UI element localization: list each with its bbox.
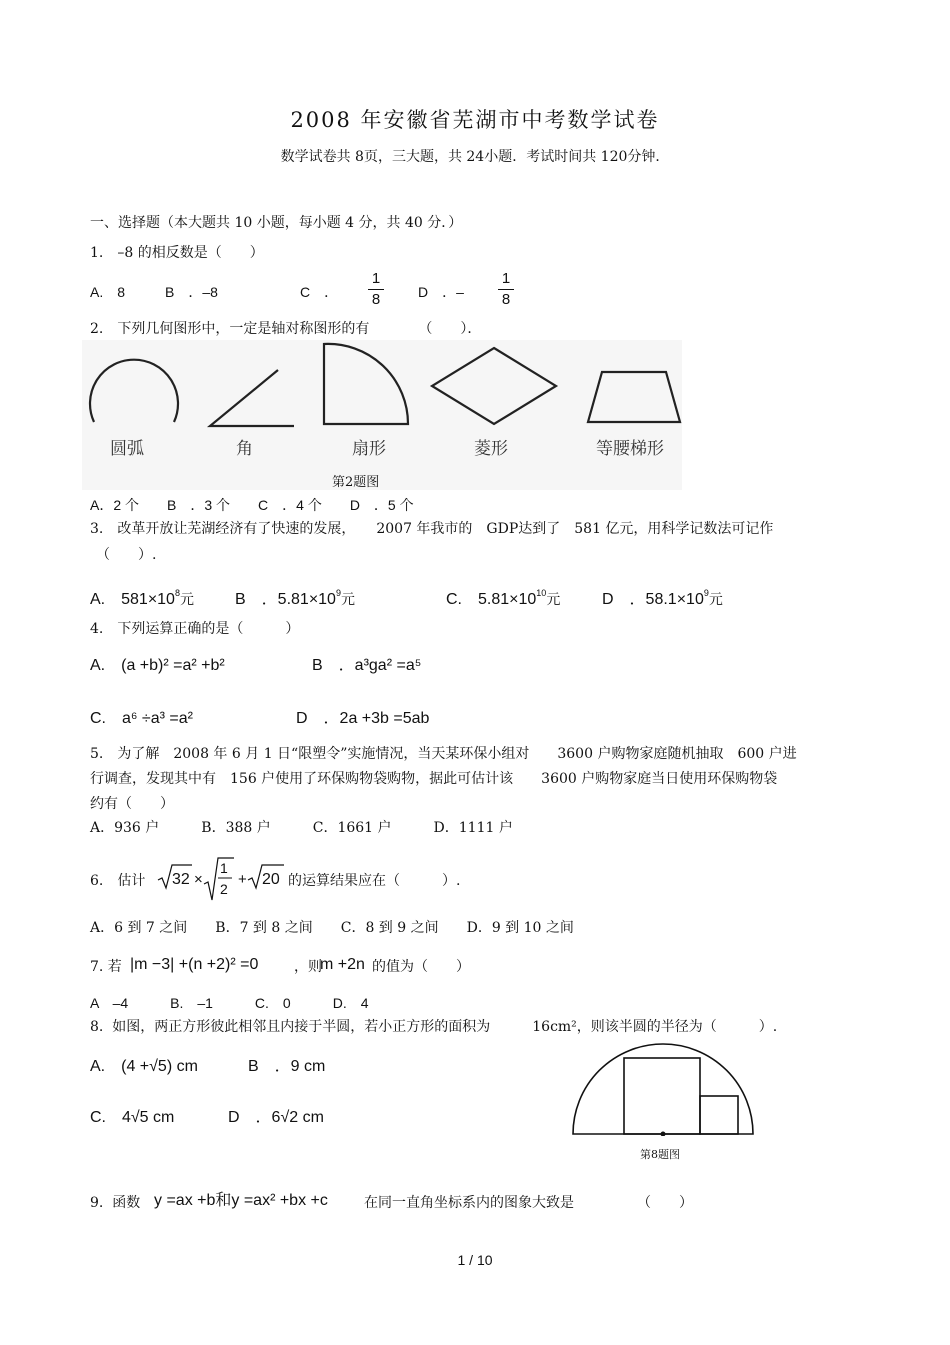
q9-expression: y =ax +b和y =ax² +bx +c bbox=[154, 1192, 328, 1209]
q3-option-b: B ．$5.81\times 10^9$元 bbox=[235, 588, 355, 608]
label-angle: 角 bbox=[236, 439, 253, 459]
q4-stem: 4. 下列运算正确的是（ ） bbox=[90, 621, 300, 637]
label-arc: 圆弧 bbox=[110, 439, 144, 459]
q9-stem-pre: 9. 函数 bbox=[90, 1195, 141, 1211]
q4-option-d: D ．2a +3b =5ab bbox=[296, 710, 430, 727]
svg-text:2: 2 bbox=[220, 881, 228, 897]
q1-stem: 1. –8 的相反数是（ ） bbox=[90, 245, 264, 261]
label-rhombus: 菱形 bbox=[474, 439, 508, 459]
label-sector: 扇形 bbox=[352, 439, 386, 459]
q7-stem-post: 的值为（ ） bbox=[372, 959, 470, 975]
q9-stem-post: 在同一直角坐标系内的图象大致是 （ ） bbox=[364, 1195, 693, 1211]
q6-stem-post: 的运算结果应在（ ）. bbox=[288, 873, 461, 889]
svg-text:1: 1 bbox=[220, 860, 228, 876]
q3-option-d: D ．$58.1\times 10^9$元 bbox=[602, 588, 723, 608]
q6-options: A．6 到 7 之间 B．7 到 8 之间 C．8 到 9 之间 D．9 到 10 之间 bbox=[90, 920, 574, 936]
q7-stem-pre: 7. 若 bbox=[90, 959, 122, 975]
q8-figure-caption: 第8题图 bbox=[640, 1148, 680, 1161]
q1-option-d: D ．– bbox=[418, 284, 464, 300]
q3-option-c: C. $5.81\times 10^{10}$元 bbox=[446, 588, 561, 608]
q8-option-a: A. (4 +√5) cm bbox=[90, 1058, 198, 1075]
svg-text:×: × bbox=[194, 871, 203, 888]
q4-option-a: A. (a +b)² =a² +b² bbox=[90, 657, 225, 674]
q8-stem: 8. 如图，两正方形彼此相邻且内接于半圆，若小正方形的面积为 16cm²，则该半圆的半径为（ ）. bbox=[90, 1019, 778, 1035]
svg-text:+: + bbox=[238, 871, 247, 888]
page-number: 1 / 10 bbox=[457, 1252, 493, 1268]
q3-option-a: A. $581\times 10^8$元 bbox=[90, 588, 194, 608]
q3-stem: 3. 改革开放让芜湖经济有了快速的发展， 2007 年我市的 GDP达到了 581 亿元，用科学记数法可记作 bbox=[90, 521, 774, 537]
q1-option-a: A. 8 bbox=[90, 284, 126, 300]
q6-expression bbox=[156, 856, 288, 902]
q2-stem: 2. 下列几何图形中，一定是轴对称图形的有 （ ）． bbox=[90, 321, 482, 337]
center-point bbox=[661, 1132, 666, 1137]
q8-option-b: B ．9 cm bbox=[248, 1058, 326, 1075]
q5-line-3: 约有（ ） bbox=[90, 796, 174, 812]
q2-figure-caption: 第2题图 bbox=[332, 475, 380, 490]
q3-stem-cont: （ ）. bbox=[96, 547, 157, 563]
svg-text:20: 20 bbox=[262, 871, 280, 888]
label-trapezoid: 等腰梯形 bbox=[596, 439, 664, 459]
page-title: 2008 年安徽省芜湖市中考数学试卷 bbox=[290, 108, 660, 132]
q1-fraction-d: 1 8 bbox=[498, 271, 514, 308]
q7-expression: |m −3| +(n +2)² =0 bbox=[130, 956, 259, 973]
q1-fraction-c: 1 8 bbox=[368, 271, 384, 308]
q8-option-d: D ．6√2 cm bbox=[228, 1109, 324, 1126]
exam-info: 数学试卷共 8页，三大题，共 24小题．考试时间共 120分钟． bbox=[280, 149, 670, 165]
q5-options: A．936 户 B．388 户 C．1661 户 D．1111 户 bbox=[90, 820, 513, 836]
q7-options: A –4 B. –1 C. 0 D. 4 bbox=[90, 995, 369, 1011]
q4-option-b: B ．a³ga² =a⁵ bbox=[312, 657, 422, 674]
q6-stem-pre: 6. 估计 bbox=[90, 873, 146, 889]
q2-options: A．2 个 B ．3 个 C ．4 个 D ．5 个 bbox=[90, 497, 414, 513]
svg-text:32: 32 bbox=[172, 871, 190, 888]
q1-option-c: C ． bbox=[300, 284, 339, 300]
small-square bbox=[700, 1096, 738, 1134]
large-square bbox=[624, 1058, 700, 1134]
q5-line-2: 行调查，发现其中有 156 户使用了环保购物袋购物，据此可估计该 3600 户购物家庭当日使用环保购物袋 bbox=[90, 771, 778, 787]
section-heading: 一、选择题（本大题共 10 小题，每小题 4 分，共 40 分．） bbox=[90, 215, 463, 231]
q5-line-1: 5. 为了解 2008 年 6 月 1 日“限塑令”实施情况，当天某环保小组对 3600 户购物家庭随机抽取 600 户进 bbox=[90, 746, 797, 762]
q7-expression-2: m +2n bbox=[320, 956, 365, 973]
q7-stem-mid: ，则 bbox=[294, 959, 322, 975]
q8-option-c: C. 4√5 cm bbox=[90, 1109, 175, 1126]
q2-figure bbox=[82, 340, 682, 490]
q8-figure bbox=[568, 1036, 758, 1136]
q1-option-b: B ．–8 bbox=[165, 284, 218, 300]
q4-option-c: C. a⁶ ÷a³ =a² bbox=[90, 710, 193, 727]
